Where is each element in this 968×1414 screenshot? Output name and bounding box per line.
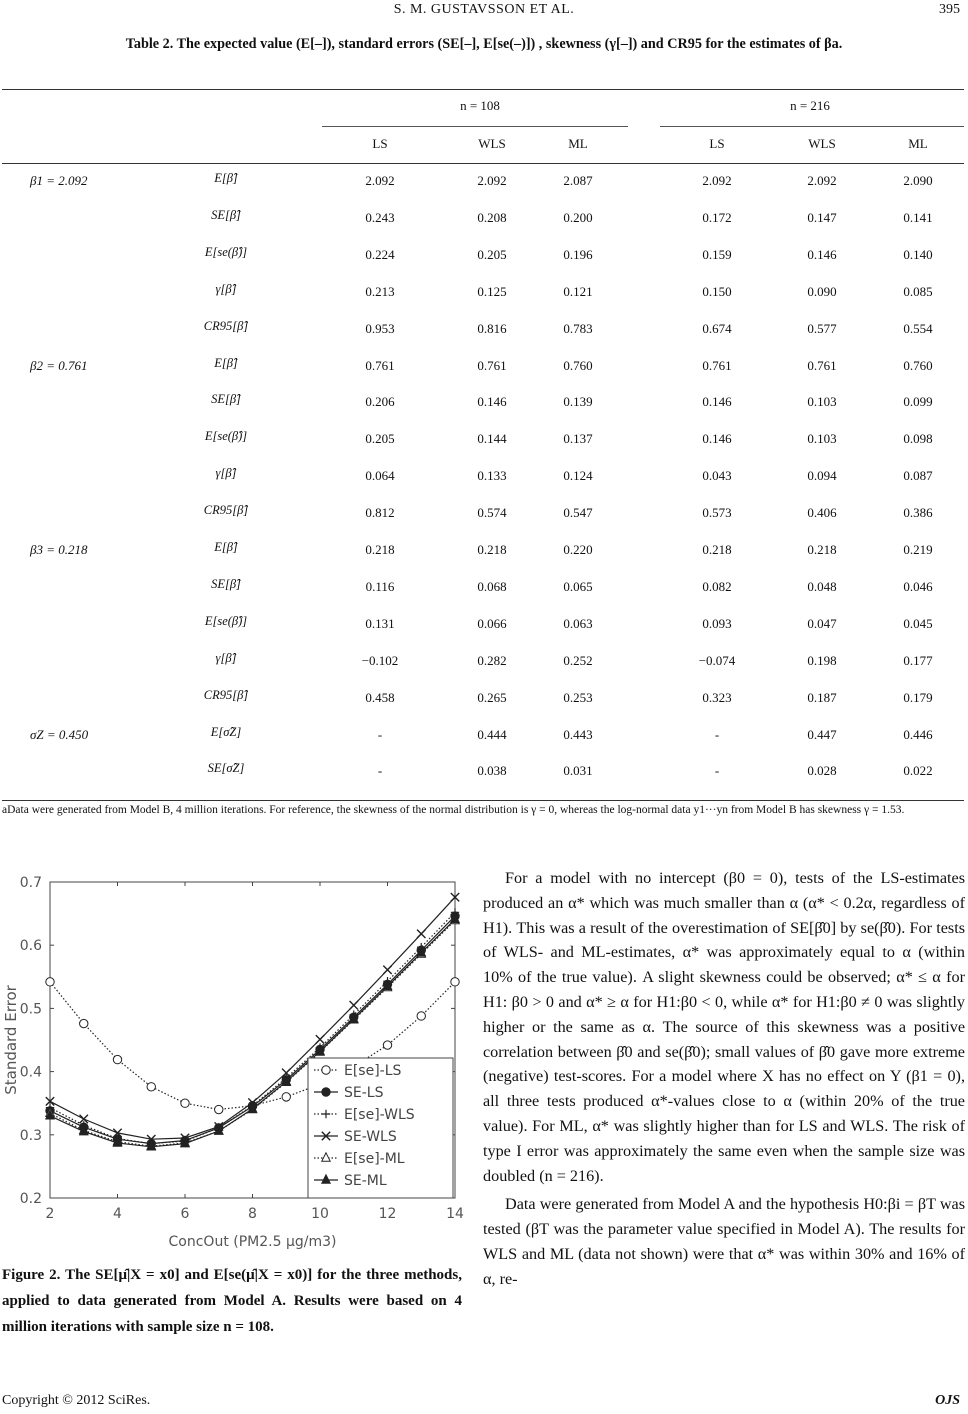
table-cell: 0.131: [365, 615, 395, 631]
table-cell: 0.103: [807, 431, 837, 447]
figure-caption: Figure 2. The SE[μ̂|X = x0] and E[se(μ̂|X = x0)] for the three methods, applied to data generated from Model A. Results were based on 4 million iterations with sample size n = 108.: [2, 1267, 462, 1335]
table-cell: 0.146: [807, 246, 837, 262]
table-cell: 2.090: [903, 173, 933, 188]
table-cell: 0.085: [903, 283, 933, 299]
table-cell: 0.090: [807, 283, 837, 299]
table-cell: 0.031: [563, 763, 593, 779]
table-cell: 2.092: [477, 173, 507, 188]
table-cell: 0.206: [365, 394, 395, 410]
column-header: WLS: [478, 136, 506, 151]
group-header-n108: n = 108: [460, 98, 500, 113]
table-cell: 0.172: [702, 209, 732, 225]
table-cell: 0.038: [477, 763, 507, 779]
table-cell: 0.047: [807, 615, 837, 631]
table-cell: 0.224: [365, 246, 395, 262]
table-cell: 0.443: [563, 726, 593, 742]
statistic-label: [186, 684, 266, 712]
table-cell: 0.144: [477, 431, 507, 447]
y-axis-label: Standard Error: [2, 985, 20, 1095]
table-cell: 0.043: [702, 468, 732, 484]
table-cell: 0.045: [903, 615, 933, 631]
table-cell: 0.265: [477, 689, 507, 705]
table-cell: 0.323: [702, 689, 732, 705]
table-cell: 0.761: [365, 357, 395, 373]
column-header: LS: [372, 136, 388, 151]
table-cell: 0.218: [477, 542, 507, 557]
y-tick-label: 0.2: [19, 1191, 42, 1207]
parameter-label: σZ = 0.450: [30, 726, 89, 742]
statistic-text: E[se(β̂)]: [204, 613, 248, 628]
column-header: ML: [568, 136, 588, 151]
standard-error-chart: [0, 860, 470, 1260]
statistic-label: [186, 352, 266, 380]
column-header: ML: [908, 136, 928, 151]
group-header-n216: n = 216: [790, 98, 830, 113]
statistic-text: SE[β̂]: [211, 207, 241, 222]
statistic-text: γ[β̂]: [215, 281, 237, 296]
statistic-label: [186, 462, 266, 490]
table-cell: 0.140: [903, 246, 933, 262]
table-cell: 0.447: [807, 726, 837, 742]
statistic-text: CR95[β̂]: [203, 503, 249, 518]
x-tick-label: 6: [180, 1206, 190, 1222]
x-tick-label: 14: [446, 1206, 464, 1222]
statistic-label: [186, 204, 266, 232]
table-cell: 0.065: [563, 578, 593, 594]
table-cell: 0.574: [477, 505, 507, 521]
paragraph-1: For a model with no intercept (β0 = 0), tests of the LS-estimates produced an α* which was much smaller than α (α* < 0.2α, regardless of H1). This was a result of the overestimation of SE[β̂0] by se(β̂0). For tests of WLS- and ML-estimates, α* was approximately equal to α (within 10% of the true value). A slight skewness could be observed; α* ≤ α for H1: β0 > 0 and α* ≥ α for H1:β0 < 0, while α* for H1:β0 ≠ 0 was slightly higher or the same as α. The source of this skewness was a positive correlation between β̂0 and se(β̂0); small values of β̂0 gave more extreme (negative) test-scores. For a model where X has no effect on Y (β1 = 0), all three tests produced α*-values close to α (within 20% of the true value). For ML, α* was slightly higher than for LS and WLS. The risk of type I error was approximately the same even when the sample size was doubled (n = 216).: [483, 869, 965, 1185]
table-cell: 0.082: [702, 578, 732, 594]
table-cell: 0.124: [563, 468, 593, 484]
table-cell: 0.139: [563, 394, 593, 410]
table-cell: 0.087: [903, 468, 933, 484]
y-tick-label: 0.4: [19, 1064, 42, 1081]
figure-2: [0, 860, 470, 1260]
statistic-text: E[β̂]: [214, 171, 238, 185]
table-caption: Table 2. The expected value (E[–]), standard errors (SE[–], E[se(–)]) , skewness (γ[–]) and CR95 for the estimates of βa.: [125, 36, 843, 52]
paragraph-2: Data were generated from Model A and the hypothesis H0:βi = βT was tested (βT was the parameter value specified in Model A). The results for WLS and ML (data not shown) were that α* was within 30% and 16% of α, re-: [483, 1195, 965, 1288]
table-cell: 2.092: [365, 173, 395, 188]
table-cell: 0.446: [903, 726, 933, 742]
table-cell: −0.102: [361, 652, 399, 668]
x-tick-label: 4: [113, 1206, 122, 1222]
statistic-text: E[se(β̂)]: [204, 429, 248, 444]
table-cell: 0.177: [903, 652, 933, 668]
data-point: [80, 1019, 88, 1027]
table-cell: 0.243: [365, 209, 395, 225]
y-tick-label: 0.7: [19, 875, 42, 891]
table-cell: 0.150: [702, 283, 732, 299]
data-point: [181, 1099, 189, 1107]
statistic-label: [186, 388, 266, 416]
x-tick-label: 2: [45, 1206, 55, 1222]
table-cell: 0.159: [702, 246, 732, 262]
table-cell: 0.386: [903, 505, 933, 521]
statistic-text: SE[σ̂Z]: [207, 761, 245, 776]
table-cell: 0.953: [365, 320, 395, 336]
table-cell: -: [714, 726, 720, 742]
statistic-text: CR95[β̂]: [203, 318, 249, 333]
legend-label: E[se]-LS: [344, 1063, 402, 1079]
table-cell: 0.141: [903, 209, 933, 225]
table-cell: 0.761: [807, 357, 837, 373]
table-cell: 0.137: [563, 431, 593, 447]
table-cell: 0.573: [702, 505, 732, 521]
table-cell: 0.028: [807, 763, 837, 779]
table-cell: 0.146: [477, 394, 507, 410]
table-header-rule: [2, 163, 964, 164]
table-cell: 0.218: [702, 542, 732, 557]
table-cell: 0.046: [903, 578, 933, 594]
legend-label: SE-LS: [344, 1085, 384, 1101]
table-cell: 0.444: [477, 726, 507, 742]
table-cell: 0.048: [807, 578, 837, 594]
table-cell: 0.116: [365, 578, 395, 594]
table-cell: 0.406: [807, 505, 837, 521]
statistic-label: [186, 241, 266, 269]
journal-abbrev: OJS: [935, 1393, 960, 1408]
x-axis-label: ConcOut (PM2.5 μg/m3): [168, 1234, 337, 1250]
table-cell: 0.133: [477, 468, 507, 484]
group-rule-n108: [322, 126, 628, 127]
table-cell: 2.092: [702, 173, 732, 188]
table-cell: 0.198: [807, 652, 837, 668]
table-cell: −0.074: [698, 652, 736, 668]
data-point: [451, 978, 459, 986]
statistic-text: E[se(β̂)]: [204, 244, 248, 259]
table-cell: 0.554: [903, 320, 933, 336]
table-cell: 0.098: [903, 431, 933, 447]
statistic-text: E[σ̂Z]: [210, 724, 242, 739]
table-cell: 0.068: [477, 578, 507, 594]
statistic-label: [186, 315, 266, 343]
group-rule-n216: [660, 126, 964, 127]
table-cell: 0.218: [807, 542, 837, 557]
table-footnote: aData were generated from Model B, 4 million iterations. For reference, the skewness of the normal distribution is γ = 0, whereas the log-normal data y1···yn from Model B has skewness γ = 1.53.: [2, 804, 905, 816]
legend: [308, 1058, 453, 1198]
table-cell: 0.547: [563, 505, 593, 521]
statistic-text: γ[β̂]: [215, 466, 237, 481]
data-point: [383, 1041, 391, 1049]
table-cell: -: [377, 763, 383, 779]
column-header: LS: [709, 136, 725, 151]
statistic-text: γ[β̂]: [215, 650, 237, 665]
copyright: Copyright © 2012 SciRes.: [2, 1393, 151, 1408]
table-cell: 0.218: [365, 542, 395, 557]
table-cell: 0.200: [563, 209, 593, 225]
table-top-rule: [2, 89, 964, 90]
statistic-text: SE[β̂]: [211, 392, 241, 407]
data-point: [322, 1088, 330, 1096]
table-cell: 0.783: [563, 320, 593, 336]
data-point: [113, 1055, 121, 1063]
table-cell: -: [377, 726, 383, 742]
statistic-label: [186, 425, 266, 453]
table-cell: 0.121: [563, 283, 593, 299]
statistic-text: E[β̂]: [214, 355, 238, 370]
parameter-label: β3 = 0.218: [30, 542, 88, 557]
table-cell: 0.187: [807, 689, 837, 705]
table-cell: 2.092: [807, 173, 837, 188]
table-cell: 0.196: [563, 246, 593, 262]
parameter-label: β2 = 0.761: [30, 357, 88, 373]
page-footer: [2, 1393, 964, 1409]
x-tick-label: 10: [311, 1206, 329, 1222]
legend-label: SE-WLS: [344, 1129, 397, 1145]
x-tick-label: 8: [248, 1206, 257, 1222]
legend-label: E[se]-ML: [344, 1151, 405, 1167]
statistic-text: E[β̂]: [214, 540, 238, 554]
table-cell: 0.219: [903, 542, 933, 557]
table-cell: 0.205: [477, 246, 507, 262]
table-cell: 0.146: [702, 394, 732, 410]
page-number: 395: [939, 2, 960, 17]
statistic-text: CR95[β̂]: [203, 687, 249, 702]
column-header: WLS: [808, 136, 836, 151]
statistic-label: [186, 721, 266, 749]
table-cell: 0.252: [563, 652, 593, 668]
table-cell: 0.099: [903, 394, 933, 410]
statistic-label: [186, 610, 266, 638]
data-point: [147, 1083, 155, 1091]
data-point: [322, 1066, 330, 1074]
x-tick-label: 12: [378, 1206, 397, 1222]
table-cell: 0.220: [563, 542, 593, 557]
parameter-label: β1 = 2.092: [30, 173, 88, 188]
table-cell: 0.103: [807, 394, 837, 410]
statistic-label: [186, 573, 266, 601]
table-cell: 0.213: [365, 283, 395, 299]
table-cell: 0.179: [903, 689, 933, 705]
table-cell: 0.253: [563, 689, 593, 705]
table-cell: 0.760: [563, 357, 593, 373]
table-cell: 0.761: [477, 357, 507, 373]
table-cell: 0.282: [477, 652, 507, 668]
statistic-label: [186, 499, 266, 527]
table-cell: -: [714, 763, 720, 779]
table-cell: 0.064: [365, 468, 395, 484]
data-point: [46, 978, 54, 986]
body-text: [483, 866, 965, 1292]
statistic-label: [186, 647, 266, 675]
statistic-label: [186, 536, 266, 564]
table-cell: 0.760: [903, 357, 933, 373]
y-tick-label: 0.6: [19, 938, 42, 955]
table-cell: 0.674: [702, 320, 732, 336]
table-cell: 0.063: [563, 615, 593, 631]
table-cell: 0.812: [365, 505, 395, 521]
statistic-label: [186, 167, 266, 195]
table-cell: 0.458: [365, 689, 395, 705]
table-cell: 0.577: [807, 320, 837, 336]
legend-label: E[se]-WLS: [344, 1107, 415, 1123]
y-tick-label: 0.3: [19, 1127, 42, 1144]
data-point: [215, 1105, 223, 1113]
data-point: [282, 1093, 290, 1101]
statistic-label: [186, 278, 266, 306]
table-cell: 2.087: [563, 173, 593, 188]
table-cell: 0.761: [702, 357, 732, 373]
y-tick-label: 0.5: [19, 1001, 42, 1018]
table-cell: 0.146: [702, 431, 732, 447]
table-cell: 0.208: [477, 209, 507, 225]
table-cell: 0.066: [477, 615, 507, 631]
table-cell: 0.125: [477, 283, 507, 299]
table-cell: 0.094: [807, 468, 837, 484]
statistic-text: SE[β̂]: [211, 576, 241, 591]
data-point: [417, 1012, 425, 1020]
table-cell: 0.093: [702, 615, 732, 631]
table-cell: 0.147: [807, 209, 837, 225]
table-cell: 0.816: [477, 320, 507, 336]
statistic-label: [186, 757, 266, 785]
table-bottom-rule: [2, 800, 964, 801]
table-cell: 0.022: [903, 763, 933, 779]
running-title: S. M. GUSTAVSSON ET AL.: [393, 2, 575, 17]
legend-label: SE-ML: [344, 1173, 387, 1189]
table-cell: 0.205: [365, 431, 395, 447]
